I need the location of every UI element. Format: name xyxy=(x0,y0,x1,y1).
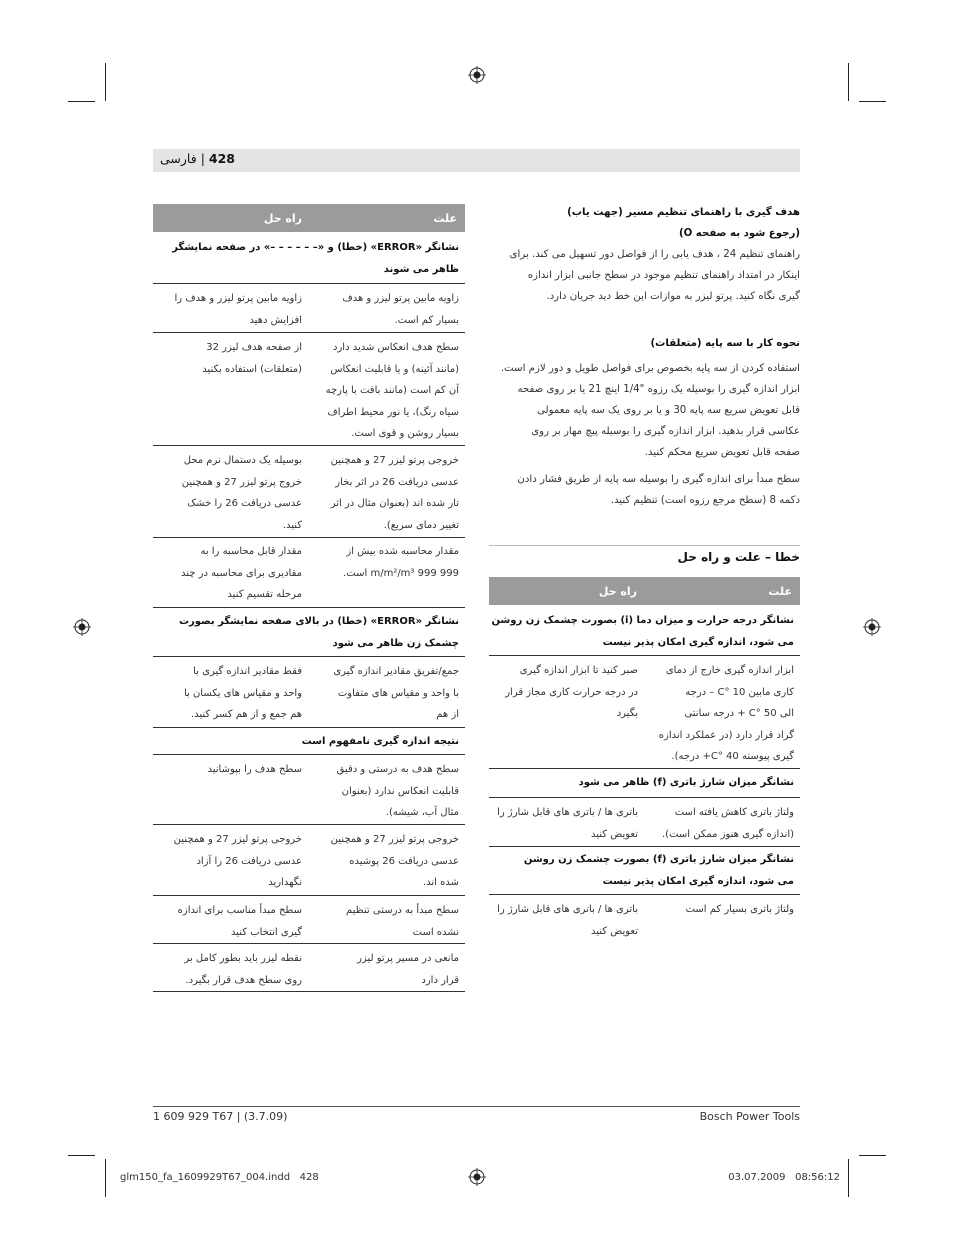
cell-line: مانعی در مسیر پرتو لیزر xyxy=(357,953,459,964)
cell-line: زاویه مابین پرتو لیزر و هدف را xyxy=(174,293,302,304)
paragraph-line: دکمه 8 (سطح مرجع رزوه است) تنظیم کنید. xyxy=(610,495,800,506)
registration-mark-icon xyxy=(73,618,91,636)
tripod-heading: نحوه کار با سه پایه (متعلقات) xyxy=(650,338,800,349)
crop-mark xyxy=(105,1159,106,1197)
row-divider xyxy=(153,283,465,284)
table-cell-solution xyxy=(156,948,302,991)
row-divider xyxy=(153,537,465,538)
table-cell-solution xyxy=(156,661,302,726)
paragraph-line: صفحه قابل تعویض سریع محکم کنید. xyxy=(644,447,800,458)
cell-line: ابزار اندازه گیری خارج از دمای xyxy=(665,665,794,676)
row-divider xyxy=(489,768,800,769)
slug-file xyxy=(120,1172,319,1183)
table-cell-cause xyxy=(313,900,459,943)
cell-line: تار شده اند (بعنوان مثال در اثر xyxy=(330,498,459,509)
table-cell-solution xyxy=(156,337,302,380)
crop-mark xyxy=(859,1155,886,1156)
group-title-line: می شود، اندازه گیری امکان پذیر نیست xyxy=(602,876,794,887)
cell-line: گراد قرار دارد (در عملکرد اندازه xyxy=(658,729,794,741)
slug-date-value: 03.07.2009 xyxy=(728,1172,786,1183)
cell-line: خروجی پرتو لیزر 27 و همچنین xyxy=(330,455,459,466)
tripod-paragraph-2 xyxy=(489,469,800,511)
guide-section xyxy=(489,202,800,307)
paragraph-line: قابل تعویض سریع سه پایه 30 و یا بر روی یک سه پایه معمولی xyxy=(536,405,800,416)
error-group-title xyxy=(489,610,794,654)
slug-time-value: 08:56:12 xyxy=(795,1172,840,1183)
crop-mark xyxy=(68,1155,95,1156)
cell-line: سطح هدف به درستی و دقیق xyxy=(336,764,459,775)
row-divider xyxy=(489,894,800,895)
cell-line: بسیار کم است. xyxy=(394,314,459,326)
cell-line: تعویض کنید xyxy=(590,925,638,937)
table-cell-cause xyxy=(313,759,459,824)
group-title-line: ظاهر می شوند xyxy=(383,264,459,275)
cell-line: بگیرد xyxy=(616,708,638,719)
cell-line: روی سطح هدف قرار بگیرد. xyxy=(185,974,302,986)
table-cell-cause xyxy=(313,661,459,726)
row-divider xyxy=(489,655,800,656)
column-header-cause: علت xyxy=(433,212,457,225)
cell-line: خروج پرتو لیزر 27 و همچنین xyxy=(181,476,302,488)
row-divider xyxy=(153,824,465,825)
row-divider xyxy=(153,895,465,896)
table-cell-solution xyxy=(156,759,302,781)
cell-line: (متعلقات) استفاده بکنید xyxy=(202,363,302,375)
row-divider xyxy=(489,846,800,847)
crop-mark xyxy=(848,63,849,101)
column-header-cause: علت xyxy=(768,585,792,598)
paragraph-line: راهنمای تنظیم 24 ، هدف یابی را از فواصل دور تسهیل می کند. برای xyxy=(509,249,800,260)
tripod-paragraph xyxy=(489,358,800,463)
column-header-solution: راه حل xyxy=(263,212,302,225)
slug-filename: glm150_fa_1609929T67_004.indd xyxy=(120,1172,291,1183)
cell-line: نقطه لیزر باید بطور کامل بر xyxy=(184,953,302,964)
crop-mark xyxy=(859,101,886,102)
table-cell-solution xyxy=(156,450,302,536)
cell-line: آن کم است (مانند بافت با پارچه xyxy=(325,385,459,396)
cell-line: مقادیری برای محاسبه در چند xyxy=(180,567,302,579)
table-header xyxy=(489,577,800,605)
registration-mark-icon xyxy=(863,618,881,636)
cell-line: تغییر دمای سریع). xyxy=(383,519,459,531)
cell-line: سطح مبدأ به درستی تنظیم xyxy=(346,905,459,916)
cell-line: صبر کنید تا ابزار اندازه گیری xyxy=(519,665,638,676)
cell-line: گیری انتخاب کنید xyxy=(230,926,302,938)
paragraph-line: گیری نگاه کنید. پرتو لیزر به موازات این خط دید جریان دارد. xyxy=(546,291,800,302)
group-title-line: نشانگر «ERROR» (خطا) و «– – – – – –» در صفحه نمایشگر xyxy=(172,242,459,253)
cell-line: کنید. xyxy=(282,519,302,531)
guide-paragraph xyxy=(489,244,800,307)
cell-line: بوسیله یک دستمال نرم محل xyxy=(183,455,302,466)
cell-line: مرحله تقسیم کنید xyxy=(227,589,302,600)
table-cell-cause xyxy=(648,899,794,921)
cell-line: (مانند آئینه) و یا قابلیت انعکاس xyxy=(330,363,459,375)
paragraph-line: عکاسی قرار بدهید. ابزار اندازه گیری را بوسیله پیچ مهار بر روی xyxy=(531,426,800,437)
tripod-section xyxy=(489,333,800,511)
cell-line: ولتاژ باتری بسیار کم است xyxy=(685,904,794,915)
paragraph-line: سطح مبدأ برای اندازه گیری را بوسیله سه پایه از طریق فشار دادن xyxy=(517,474,800,485)
error-group-title xyxy=(489,849,794,893)
crop-mark xyxy=(105,63,106,101)
table-cell-solution xyxy=(492,660,638,725)
footer-brand: Bosch Power Tools xyxy=(699,1110,800,1123)
row-divider xyxy=(153,607,465,608)
cell-line: باتری ها / باتری های قابل شارژ را xyxy=(497,904,638,915)
cell-line: سطح هدف را بپوشانید xyxy=(207,764,302,775)
cell-line: سطح هدف انعکاس شدید دارد xyxy=(333,342,459,353)
error-group-title xyxy=(153,237,459,281)
table-cell-cause xyxy=(313,829,459,894)
table-cell-solution xyxy=(492,899,638,942)
error-group-title: نشانگر میزان شارژ باتری (f) ظاهر می شود xyxy=(578,777,794,788)
cell-line: جمع/تفریق مقادیر اندازه گیری xyxy=(333,666,459,677)
cell-line: باتری ها / باتری های قابل شارژ را xyxy=(497,807,638,818)
cell-line: مقدار قابل محاسبه را به xyxy=(200,546,302,557)
cell-line: (اندازه گیری هنوز ممکن است). xyxy=(661,828,794,840)
cell-line: قرار دارد xyxy=(421,974,459,986)
table-header xyxy=(153,204,465,232)
row-divider xyxy=(153,445,465,446)
guide-heading xyxy=(489,202,800,244)
cell-line: گیری پیوسته C° 40+ درجه). xyxy=(671,751,794,762)
footer-rule xyxy=(153,1106,800,1107)
cell-line: مثال آب، شیشه). xyxy=(385,807,459,818)
row-divider xyxy=(153,991,465,992)
cell-line: خروجی پرتو لیزر 27 و همچنین xyxy=(173,834,302,845)
error-group-title xyxy=(153,611,459,655)
registration-mark-icon xyxy=(468,1168,486,1186)
row-divider xyxy=(153,943,465,944)
table-cell-cause xyxy=(648,660,794,768)
crop-mark xyxy=(848,1159,849,1197)
table-cell-cause xyxy=(313,337,459,445)
paragraph-line: ابزار اندازه گیری را بوسیله یک رزوه "1/4 اینچ 21 یا بر روی صفحه xyxy=(517,384,800,395)
cell-line: از هم xyxy=(436,709,459,720)
troubleshooting-title: خطا – علت و راه حل xyxy=(677,550,800,564)
table-cell-cause xyxy=(313,288,459,331)
cell-line: نشده است xyxy=(412,926,459,938)
cell-line: کاری مابین C° 10 – درجه xyxy=(685,686,794,698)
page-header-bar xyxy=(153,149,800,172)
guide-heading-line: (رجوع شود به صفحه O) xyxy=(678,228,800,239)
page-header xyxy=(160,151,235,166)
cell-line: بسیار روشن و قوی است. xyxy=(351,428,459,439)
cell-line: در درجه حرارت کاری مجاز قرار xyxy=(505,686,638,698)
registration-mark-icon xyxy=(468,66,486,84)
cell-line: با واحد و مقیاس های متفاوت xyxy=(337,687,459,699)
table-cell-cause xyxy=(313,541,459,584)
table-cell-cause xyxy=(313,948,459,991)
table-cell-solution xyxy=(156,541,302,606)
guide-heading-line: هدف گیری با راهنمای تنظیم مسیر (جهت یاب) xyxy=(567,207,800,218)
group-title-line: می شود، اندازه گیری امکان پذیر نیست xyxy=(602,637,794,648)
cell-line: الی C° 50 + درجه سانتی xyxy=(684,708,794,719)
cell-line: شده اند. xyxy=(422,877,459,888)
cell-line: فقط مقادیر اندازه گیری با xyxy=(193,666,302,677)
table-cell-cause xyxy=(648,802,794,845)
cell-line: واحد و مقیاس های یکسان با xyxy=(183,687,302,699)
paragraph-line: اینکار در امتداد راهنمای تنظیم موجود در سطح جانبی ابزار اندازه xyxy=(527,270,800,281)
table-cell-solution xyxy=(156,829,302,894)
section-rule xyxy=(489,545,800,546)
row-divider xyxy=(489,797,800,798)
table-cell-solution xyxy=(492,802,638,845)
slug-page: 428 xyxy=(299,1172,319,1183)
column-header-solution: راه حل xyxy=(598,585,637,598)
footer-doc-number: 1 609 929 T67 | (3.7.09) xyxy=(153,1110,288,1123)
header-language: فارسی xyxy=(160,151,197,166)
crop-mark xyxy=(68,101,95,102)
row-divider xyxy=(153,754,465,755)
cell-line: خروجی پرتو لیزر 27 و همچنین xyxy=(330,834,459,845)
slug-date xyxy=(728,1172,840,1183)
table-cell-solution xyxy=(156,900,302,943)
cell-line: افزایش دهید xyxy=(249,314,302,326)
group-title-line: نشانگر «ERROR» (خطا) در بالای صفحه نمایشگر بصورت xyxy=(178,616,459,627)
cell-line: از صفحه هدف لیزر 32 xyxy=(206,342,302,353)
cell-line: عدسی دریافت 26 در اثر بخار xyxy=(335,476,459,488)
group-title-line: چشمک زن ظاهر می شود xyxy=(332,638,459,649)
cell-line: سطح مبدأ مناسب برای اندازه xyxy=(177,905,302,916)
cell-line: عدسی دریافت 26 را آزاد xyxy=(196,855,302,867)
group-title-line: نشانگر میزان شارژ باتری (f) بصورت چشمک زن روشن xyxy=(523,854,794,865)
cell-line: هم جمع و از هم کسر کنید. xyxy=(190,709,302,720)
group-title-line: نشانگر درجه حرارت و میزان دما (i) بصورت چشمک زن روشن xyxy=(491,615,794,626)
cell-line: 999 999 m/m²/m³ است. xyxy=(343,567,459,579)
cell-line: عدسی دریافت 26 را خشک xyxy=(187,498,302,509)
cell-line: سیاه رنگ)، یا نور محیط اطراف xyxy=(327,406,459,418)
cell-line: زاویه مابین پرتو لیزر و هدف xyxy=(342,293,459,304)
cell-line: تعویض کنید xyxy=(590,828,638,840)
cell-line: ولتاژ باتری کاهش یافته است xyxy=(674,807,794,818)
table-cell-solution xyxy=(156,288,302,331)
cell-line: قابلیت انعکاس ندارد (بعنوان xyxy=(341,785,459,797)
cell-line: مقدار محاسبه شده بیش از xyxy=(346,546,459,557)
row-divider xyxy=(153,332,465,333)
row-divider xyxy=(153,656,465,657)
error-group-title: نتیجه اندازه گیری نامفهوم است xyxy=(301,736,459,747)
page-number: 428 xyxy=(208,151,235,166)
header-separator: | xyxy=(200,151,205,166)
row-divider xyxy=(153,727,465,728)
cell-line: نگهدارید xyxy=(268,877,302,888)
table-cell-cause xyxy=(313,450,459,536)
cell-line: عدسی دریافت 26 پوشیده xyxy=(349,855,459,867)
paragraph-line: استفاده کردن از سه پایه بخصوص برای فواصل طویل و دور لازم است. xyxy=(500,363,800,374)
